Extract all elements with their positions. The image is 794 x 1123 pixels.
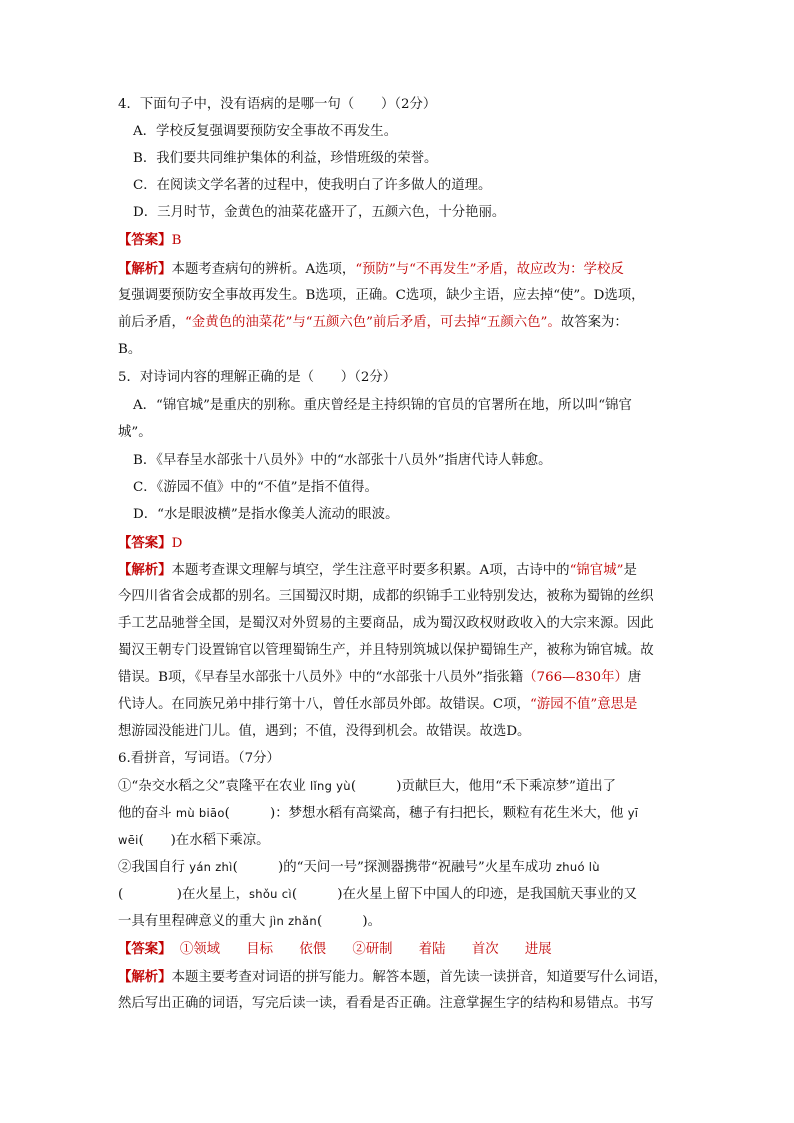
pinyin: zhuó lù: [555, 860, 600, 874]
q4-analysis-line-4: [118, 340, 141, 360]
answer-item: 依偎: [299, 942, 327, 957]
analysis-text: 本题主要考查对词语的拼写能力。解答本题，首先读一读拼音，知道要写什么词语，: [171, 970, 668, 985]
analysis-text: 本题考查病句的辨析。A选项，: [171, 262, 356, 277]
answer-item: ②研制: [352, 942, 393, 957]
analysis-text: 故答案为：: [560, 315, 628, 330]
q5-analysis-line-5: [118, 668, 641, 688]
q5-option-a: A．“锦官城”是重庆的别称。重庆曾经是主持织锦的官员的官署所在地，所以叫“锦官: [133, 398, 632, 413]
analysis-text: 复强调要预防安全事故再发生。B选项，正确。C选项，缺少主语，应去掉“使”。D选项，: [118, 288, 645, 303]
q6-text: ①“杂交水稻之父”袁隆平在农业: [118, 779, 311, 794]
analysis-highlight: （766—830年）: [523, 670, 628, 685]
pinyin: lǐng yù: [310, 779, 351, 793]
q6-text: ( )：梦想水稻有高粱高，穗子有扫把长，颗粒有花生米大，他: [224, 806, 628, 821]
pinyin: mù biāo: [175, 806, 225, 820]
question-5-title: 5．对诗词内容的理解正确的是（ ）（2分）: [118, 370, 397, 385]
q5-analysis-line-1: [118, 560, 637, 581]
q5-analysis-line-2: 今四川省省会成都的别名。三国蜀汉时期，成都的织锦手工业特别发达，被称为蜀锦的丝织: [118, 589, 654, 604]
answer-tag: 【答案】: [118, 941, 172, 957]
q6-analysis-line-1: [118, 967, 667, 988]
q4-analysis-line-3: [118, 313, 628, 333]
q6-text: ( )在水稻下乘凉。: [138, 833, 270, 848]
q6-line-5: [118, 884, 637, 905]
answer-tag: 【答案】: [118, 232, 172, 248]
q4-answer: [118, 230, 181, 251]
pinyin: jìn zhǎn: [269, 914, 317, 928]
q5-option-a-cont: 城”。: [118, 425, 152, 440]
answer-tag: 【答案】: [118, 535, 172, 551]
analysis-text: B。: [118, 342, 142, 357]
question-6-title: 6.看拼音，写词语。（7分）: [118, 751, 280, 766]
pinyin: shǒu cì: [248, 887, 292, 901]
analysis-highlight: “锦官城”: [569, 563, 624, 578]
q5-analysis-line-6: [118, 695, 637, 715]
q4-option-b: B．我们要共同维护集体的利益，珍惜班级的荣誉。: [133, 151, 438, 166]
q6-line-4: [118, 857, 600, 878]
q4-analysis-line-2: [118, 286, 645, 306]
analysis-tag: 【解析】: [118, 261, 172, 277]
analysis-text: 前后矛盾，: [118, 315, 185, 330]
q6-text: 他的奋斗: [118, 806, 176, 821]
analysis-text: 唐: [627, 670, 642, 685]
q6-text: ( )。: [316, 914, 381, 929]
q6-text: ②我国自行: [118, 860, 190, 875]
q5-option-d: D．“水是眼波横”是指水像美人流动的眼波。: [133, 507, 399, 522]
q5-option-b: B．《早春呈水部张十八员外》中的“水部张十八员外”指唐代诗人韩愈。: [133, 453, 552, 468]
q5-analysis-line-7: 想游园没能进门儿。值，遇到；不值，没得到机会。故错误。故选D。: [118, 724, 531, 739]
q4-option-d: D．三月时节，金黄色的油菜花盛开了，五颜六色，十分艳丽。: [133, 205, 506, 220]
answer-item: ①领域: [179, 942, 220, 957]
q6-answer: [118, 939, 552, 960]
q5-answer: [118, 533, 182, 554]
answer-value: B: [171, 233, 182, 248]
answer-item: 进展: [524, 942, 552, 957]
analysis-highlight: “金黄色的油菜花”与“五颜六色”前后矛盾，可去掉“五颜六色”。: [184, 315, 561, 330]
q6-text: 一具有里程碑意义的重大: [118, 914, 270, 929]
q5-analysis-line-4: 蜀汉王朝专门设置锦官以管理蜀锦生产，并且特别筑城以保护蜀锦生产，被称为锦官城。故: [118, 643, 654, 658]
q6-text: ( )在火星上留下中国人的印迹，是我国航天事业的又: [291, 887, 638, 902]
answer-value: D: [171, 536, 183, 551]
q6-text: ( )在火星上，: [118, 887, 249, 902]
q6-line-6: [118, 911, 381, 932]
q6-line-1: [118, 776, 616, 797]
q6-text: ( )贡献巨大，他用“禾下乘凉梦”道出了: [350, 779, 617, 794]
q6-analysis-line-2: 然后写出正确的词语，写完后读一读，看看是否正确。注意掌握生字的结构和易错点。书写: [118, 996, 654, 1011]
answer-item: 着陆: [418, 942, 446, 957]
q6-text: ( )的“天问一号”探测器携带“祝融号”火星车成功: [232, 860, 556, 875]
answer-item: 首次: [471, 942, 499, 957]
analysis-tag: 【解析】: [118, 969, 172, 985]
analysis-text: 错误。B项，《早春呈水部张十八员外》中的“水部张十八员外”指张籍: [118, 670, 524, 685]
q6-line-2: [118, 803, 638, 824]
analysis-tag: 【解析】: [118, 562, 172, 578]
q6-line-3: [118, 830, 270, 851]
pinyin: yī: [627, 806, 639, 820]
analysis-text: 是: [623, 563, 637, 578]
question-4-title: 4．下面句子中，没有语病的是哪一句（ ）（2分）: [118, 97, 437, 112]
q5-analysis-line-3: 手工艺品驰誉全国，是蜀汉对外贸易的主要商品，成为蜀汉政权财政收入的大宗来源。因此: [118, 616, 654, 631]
answer-item: 目标: [246, 942, 274, 957]
q5-option-c: C．《游园不值》中的“不值”是指不值得。: [133, 480, 378, 495]
analysis-highlight: “预防”与“不再发生”矛盾，故应改为：学校反: [355, 262, 624, 277]
q4-analysis-line-1: [118, 259, 624, 280]
q4-option-a: A．学校反复强调要预防安全事故不再发生。: [133, 124, 398, 139]
q4-option-c: C．在阅读文学名著的过程中，使我明白了许多做人的道理。: [133, 178, 492, 193]
analysis-text: 本题考查课文理解与填空，学生注意平时要多积累。A项，古诗中的: [171, 563, 570, 578]
analysis-text: 代诗人。在同族兄弟中排行第十八，曾任水部员外郎。故错误。C项，: [118, 697, 530, 712]
pinyin: wēi: [118, 833, 139, 847]
pinyin: yán zhì: [189, 860, 233, 874]
analysis-highlight: “游园不值”意思是: [529, 697, 638, 712]
